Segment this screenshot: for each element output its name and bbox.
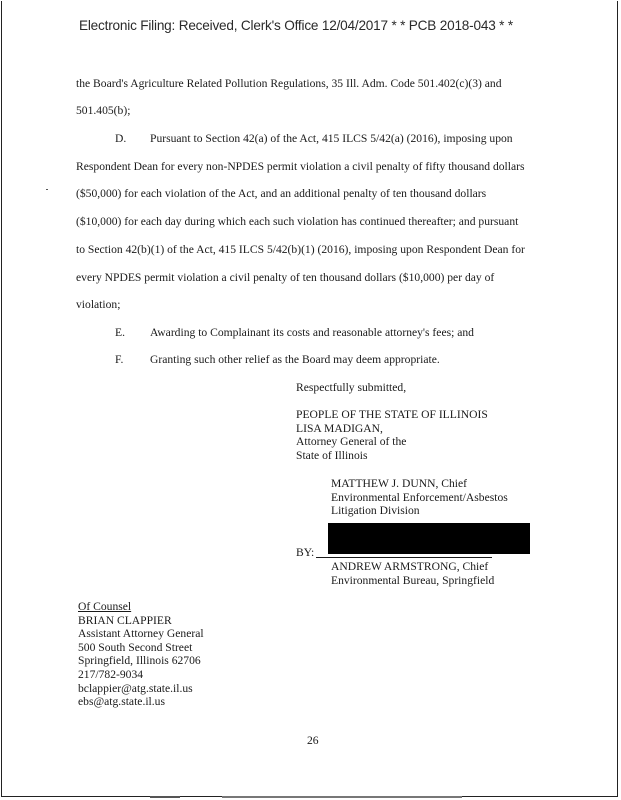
- redaction-bar: [328, 523, 530, 554]
- party-line: State of Illinois: [296, 448, 368, 462]
- page-number: 26: [307, 734, 319, 747]
- counsel-line: bclappier@atg.state.il.us: [78, 681, 193, 695]
- counsel-line: Springfield, Illinois 62706: [78, 654, 201, 668]
- para-d-label: D.: [115, 132, 127, 145]
- counsel-heading: Of Counsel: [78, 600, 132, 613]
- scan-artifact: [222, 796, 462, 798]
- filing-stamp: Electronic Filing: Received, Clerk's Office 12/04/2017 * * PCB 2018-043 * *: [79, 18, 513, 33]
- scan-artifact: [150, 796, 180, 798]
- para-e-text: Awarding to Complainant its costs and reasonable attorney's fees; and: [150, 326, 474, 339]
- party-line: LISA MADIGAN,: [296, 421, 383, 435]
- signer-line: ANDREW ARMSTRONG, Chief: [331, 560, 489, 573]
- party-line: PEOPLE OF THE STATE OF ILLINOIS: [296, 408, 488, 421]
- para-d-first-line: Pursuant to Section 42(a) of the Act, 415 ILCS 5/42(a) (2016), imposing upon: [150, 132, 513, 145]
- para-d-line: to Section 42(b)(1) of the Act, 415 ILCS 5/42(b)(1) (2016), imposing upon Respondent Dean for: [76, 243, 525, 256]
- counsel-line: Assistant Attorney General: [78, 627, 204, 641]
- para-d-line: Respondent Dean for every non-NPDES permit violation a civil penalty of fifty thousand dollars: [76, 160, 525, 173]
- party-line: Attorney General of the: [296, 435, 407, 449]
- signer-line: Environmental Bureau, Springfield: [331, 573, 495, 587]
- para-f-label: F.: [115, 353, 124, 366]
- closing: Respectfully submitted,: [296, 381, 407, 394]
- counsel-line: 500 South Second Street: [78, 640, 193, 654]
- para-d-line: ($10,000) for each day during which each such violation has continued thereafter; and pursuant: [76, 215, 519, 228]
- para-d-line: every NPDES permit violation a civil penalty of ten thousand dollars ($10,000) per day of: [76, 271, 495, 284]
- signer-block: [331, 560, 494, 587]
- counsel-line: 217/782-9034: [78, 667, 144, 681]
- counsel-line: ebs@atg.state.il.us: [78, 695, 165, 709]
- body-line-1: the Board's Agriculture Related Pollution Regulations, 35 Ill. Adm. Code 501.402(c)(3) and: [76, 77, 502, 90]
- signature-line: [316, 557, 492, 558]
- counsel-line: BRIAN CLAPPIER: [78, 613, 172, 627]
- para-d-line: ($50,000) for each violation of the Act, and an additional penalty of ten thousand dollars: [76, 187, 487, 200]
- chief-line: Environmental Enforcement/Asbestos: [331, 490, 508, 504]
- chief-line: Litigation Division: [331, 504, 420, 518]
- para-f-text: Granting such other relief as the Board may deem appropriate.: [150, 353, 440, 366]
- para-e-label: E.: [115, 326, 125, 339]
- body-line-2: 501.405(b);: [76, 104, 131, 117]
- party-block: [296, 408, 488, 462]
- chief-block: [331, 477, 508, 518]
- para-d-line: violation;: [76, 298, 121, 311]
- chief-line: MATTHEW J. DUNN, Chief: [331, 477, 467, 490]
- counsel-block: [78, 600, 204, 709]
- scan-artifact: [46, 189, 48, 190]
- by-label: BY:: [296, 546, 315, 559]
